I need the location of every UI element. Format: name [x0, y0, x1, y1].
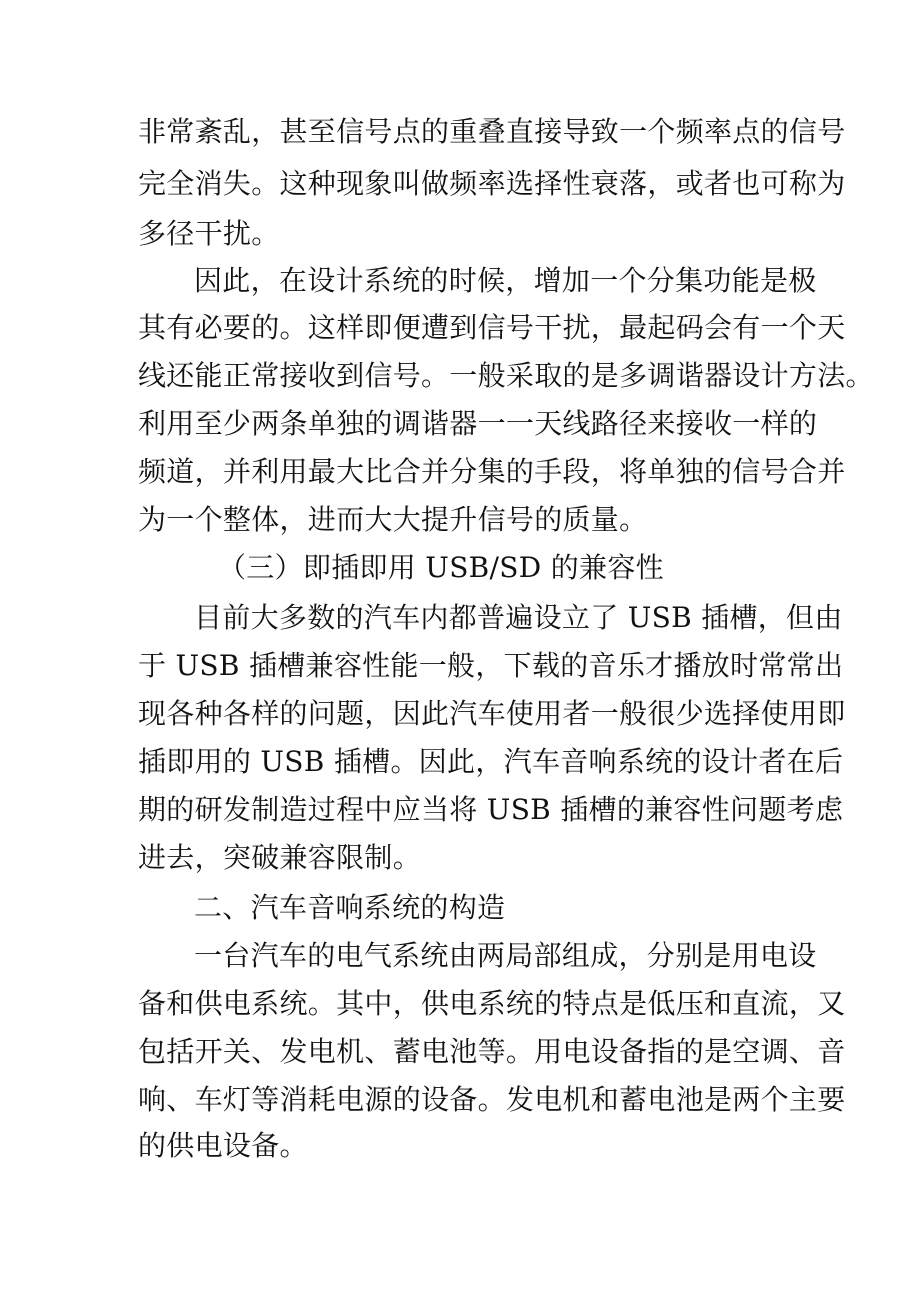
paragraph-4-line-1: 一台汽车的电气系统由两局部组成，分别是用电设: [194, 939, 817, 972]
paragraph-3-line-6: 进去，突破兼容限制。: [138, 841, 422, 874]
paragraph-3-line-2: 于 USB 插槽兼容性能一般，下载的音乐才播放时常常出: [138, 649, 844, 682]
paragraph-2-line-5: 频道，并利用最大比合并分集的手段，将单独的信号合并: [138, 455, 846, 488]
paragraph-4-line-4: 响、车灯等消耗电源的设备。发电机和蓄电池是两个主要: [138, 1083, 846, 1116]
paragraph-2-line-2: 其有必要的。这样即便遭到信号干扰，最起码会有一个天: [138, 311, 846, 344]
section-heading-structure: 二、汽车音响系统的构造: [194, 891, 506, 924]
paragraph-1-line-3: 多径干扰。: [138, 217, 280, 250]
paragraph-1-line-1: 非常紊乱，甚至信号点的重叠直接导致一个频率点的信号: [138, 115, 846, 148]
paragraph-4-line-2: 备和供电系统。其中，供电系统的特点是低压和直流，又: [138, 987, 846, 1020]
paragraph-4-line-3: 包括开关、发电机、蓄电池等。用电设备指的是空调、音: [138, 1035, 846, 1068]
paragraph-2-line-3: 线还能正常接收到信号。一般采取的是多调谐器设计方法。: [138, 359, 874, 392]
section-heading-usb-sd: （三）即插即用 USB/SD 的兼容性: [218, 551, 664, 584]
paragraph-3-line-3: 现各种各样的问题，因此汽车使用者一般很少选择使用即: [138, 697, 846, 730]
paragraph-4-line-5: 的供电设备。: [138, 1129, 308, 1162]
paragraph-2-line-6: 为一个整体，进而大大提升信号的质量。: [138, 503, 648, 536]
paragraph-2-line-4: 利用至少两条单独的调谐器一一天线路径来接收一样的: [138, 407, 818, 440]
paragraph-3-line-4: 插即用的 USB 插槽。因此，汽车音响系统的设计者在后: [138, 745, 844, 778]
paragraph-3-line-5: 期的研发制造过程中应当将 USB 插槽的兼容性问题考虑: [138, 793, 844, 826]
paragraph-3-line-1: 目前大多数的汽车内都普遍设立了 USB 插槽，但由: [194, 601, 843, 634]
paragraph-2-line-1: 因此，在设计系统的时候，增加一个分集功能是极: [194, 264, 817, 297]
paragraph-1-line-2: 完全消失。这种现象叫做频率选择性衰落，或者也可称为: [138, 167, 846, 200]
